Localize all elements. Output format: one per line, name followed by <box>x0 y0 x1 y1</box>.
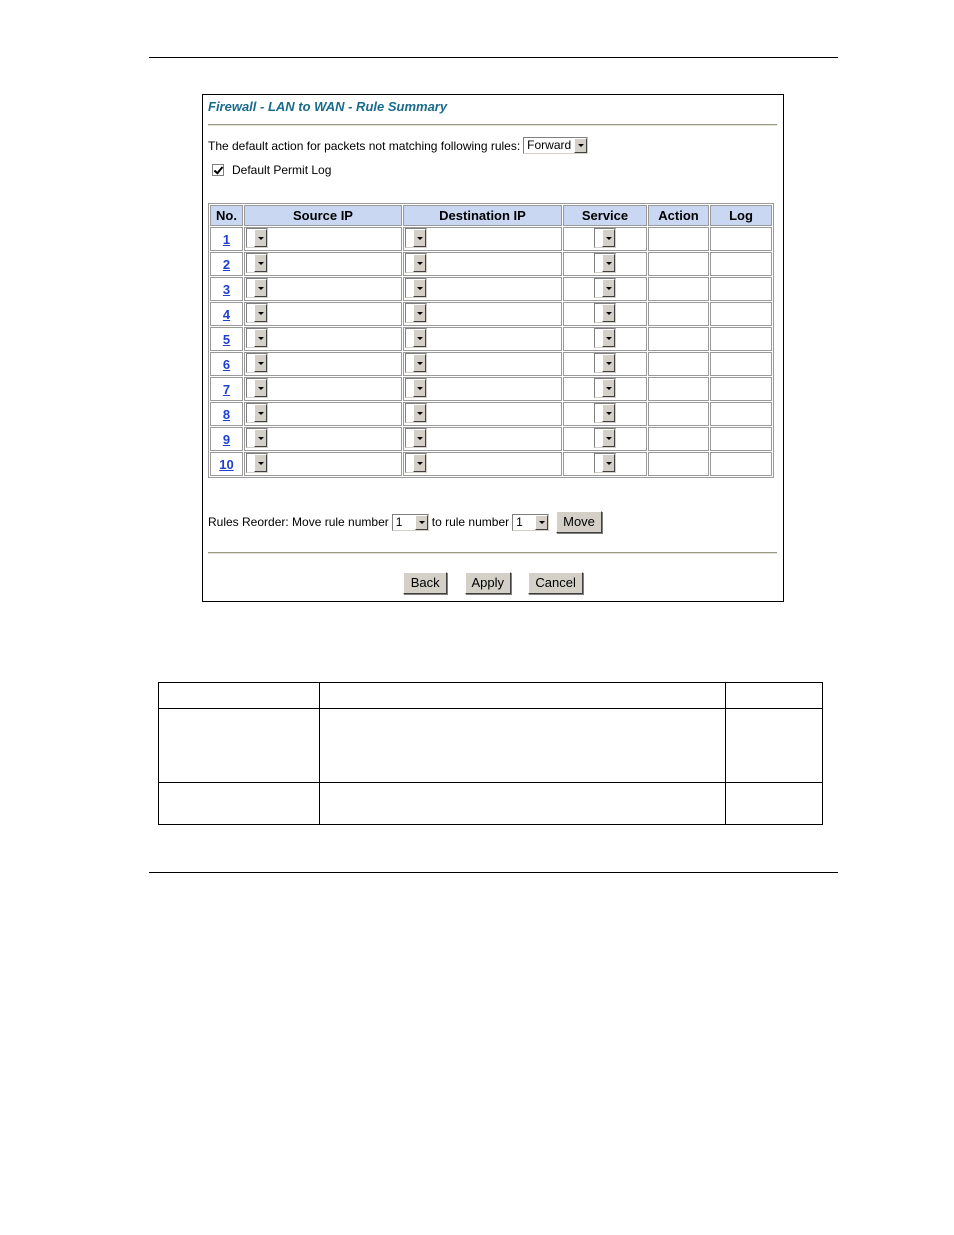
chevron-down-icon[interactable] <box>254 354 267 372</box>
source-ip-select[interactable] <box>246 453 268 473</box>
default-permit-log-checkbox[interactable] <box>212 164 224 176</box>
destination-ip-select[interactable] <box>405 328 427 348</box>
description-table-cell <box>159 783 320 825</box>
default-action-row <box>208 137 588 154</box>
rule-number-cell <box>210 302 243 326</box>
log-cell <box>710 252 772 276</box>
destination-ip-cell <box>403 452 562 476</box>
default-action-label: The default action for packets not matching following rules: <box>208 138 521 153</box>
description-table-cell <box>159 683 320 709</box>
service-cell <box>563 302 647 326</box>
rule-row <box>210 352 772 376</box>
service-cell <box>563 227 647 251</box>
service-cell <box>563 377 647 401</box>
log-cell <box>710 402 772 426</box>
rules-reorder-row <box>208 511 602 533</box>
destination-ip-select[interactable] <box>405 278 427 298</box>
service-cell <box>563 252 647 276</box>
destination-ip-select[interactable] <box>405 228 427 248</box>
action-cell <box>648 227 709 251</box>
log-cell <box>710 352 772 376</box>
move-button[interactable]: Move <box>556 511 602 533</box>
destination-ip-select[interactable] <box>405 303 427 323</box>
chevron-down-icon[interactable] <box>413 229 426 247</box>
chevron-down-icon[interactable] <box>413 329 426 347</box>
service-select[interactable] <box>594 428 616 448</box>
service-select[interactable] <box>594 403 616 423</box>
log-cell <box>710 327 772 351</box>
page-top-rule <box>149 57 838 58</box>
rule-number-cell <box>210 327 243 351</box>
destination-ip-cell <box>403 402 562 426</box>
description-table-header-row <box>159 683 823 709</box>
destination-ip-cell <box>403 377 562 401</box>
cancel-button[interactable]: Cancel <box>528 572 582 594</box>
col-header-source-ip: Source IP <box>244 205 402 226</box>
action-cell <box>648 277 709 301</box>
rule-number-cell <box>210 402 243 426</box>
description-table-cell <box>726 783 823 825</box>
chevron-down-icon[interactable] <box>254 279 267 297</box>
rule-row <box>210 302 772 326</box>
destination-ip-select[interactable] <box>405 453 427 473</box>
chevron-down-icon[interactable] <box>254 229 267 247</box>
page-bottom-rule <box>149 872 838 873</box>
source-ip-select[interactable] <box>246 353 268 373</box>
description-table <box>158 682 823 825</box>
chevron-down-icon[interactable] <box>602 229 615 247</box>
chevron-down-icon[interactable] <box>602 304 615 322</box>
rule-number-link[interactable]: 5 <box>222 331 231 347</box>
col-header-no: No. <box>210 205 243 226</box>
source-ip-cell <box>244 427 402 451</box>
reorder-to-value: 1 <box>516 514 523 529</box>
chevron-down-icon[interactable] <box>254 454 267 472</box>
rule-row <box>210 252 772 276</box>
chevron-down-icon[interactable] <box>602 454 615 472</box>
description-table-cell <box>320 683 726 709</box>
description-table-row <box>159 709 823 783</box>
chevron-down-icon[interactable] <box>413 429 426 447</box>
firewall-rule-summary-panel <box>202 94 784 602</box>
rule-row <box>210 377 772 401</box>
default-permit-log-label: Default Permit Log <box>232 163 332 177</box>
chevron-down-icon[interactable] <box>254 429 267 447</box>
chevron-down-icon[interactable] <box>413 279 426 297</box>
service-select[interactable] <box>594 228 616 248</box>
destination-ip-cell <box>403 427 562 451</box>
chevron-down-icon[interactable] <box>413 379 426 397</box>
rule-number-link[interactable]: 7 <box>222 381 231 397</box>
source-ip-cell <box>244 302 402 326</box>
reorder-label-prefix: Rules Reorder: Move rule number <box>208 515 389 529</box>
chevron-down-icon[interactable] <box>415 515 428 530</box>
source-ip-select[interactable] <box>246 403 268 423</box>
chevron-down-icon[interactable] <box>602 254 615 272</box>
service-select[interactable] <box>594 253 616 273</box>
rule-row <box>210 327 772 351</box>
chevron-down-icon[interactable] <box>602 379 615 397</box>
footer-divider <box>208 552 777 554</box>
chevron-down-icon[interactable] <box>413 454 426 472</box>
source-ip-select[interactable] <box>246 253 268 273</box>
description-table-cell <box>726 709 823 783</box>
service-cell <box>563 427 647 451</box>
description-table-cell <box>159 709 320 783</box>
chevron-down-icon[interactable] <box>254 329 267 347</box>
destination-ip-select[interactable] <box>405 253 427 273</box>
reorder-from-value: 1 <box>395 514 403 529</box>
col-header-log: Log <box>710 205 772 226</box>
description-table-cell <box>320 709 726 783</box>
rule-number-cell <box>210 277 243 301</box>
description-table-cell <box>320 783 726 825</box>
rule-number-link[interactable]: 4 <box>222 306 231 322</box>
rule-number-link[interactable]: 6 <box>222 356 231 372</box>
rule-number-link[interactable]: 10 <box>219 456 234 472</box>
rule-number-cell <box>210 377 243 401</box>
log-cell <box>710 452 772 476</box>
service-cell <box>563 277 647 301</box>
source-ip-select[interactable] <box>246 328 268 348</box>
destination-ip-cell <box>403 327 562 351</box>
rule-row <box>210 427 772 451</box>
action-cell <box>648 452 709 476</box>
default-action-select[interactable] <box>523 137 588 154</box>
default-action-value: Forward <box>527 138 572 152</box>
rule-number-cell <box>210 352 243 376</box>
rule-number-link[interactable]: 2 <box>222 256 231 272</box>
service-select[interactable] <box>594 278 616 298</box>
chevron-down-icon[interactable] <box>413 404 426 422</box>
destination-ip-select[interactable] <box>405 403 427 423</box>
destination-ip-cell <box>403 252 562 276</box>
log-cell <box>710 377 772 401</box>
apply-button[interactable]: Apply <box>465 572 512 594</box>
source-ip-cell <box>244 277 402 301</box>
rules-table-header-row <box>210 205 772 226</box>
chevron-down-icon[interactable] <box>602 354 615 372</box>
log-cell <box>710 427 772 451</box>
back-button[interactable]: Back <box>403 572 447 594</box>
description-table-cell <box>726 683 823 709</box>
action-buttons <box>203 572 783 594</box>
chevron-down-icon[interactable] <box>574 138 587 153</box>
action-cell <box>648 352 709 376</box>
chevron-down-icon[interactable] <box>413 254 426 272</box>
default-permit-log-row <box>212 163 331 177</box>
service-select[interactable] <box>594 453 616 473</box>
rules-table <box>208 203 774 478</box>
log-cell <box>710 227 772 251</box>
source-ip-select[interactable] <box>246 303 268 323</box>
reorder-from-select[interactable] <box>392 514 429 531</box>
chevron-down-icon[interactable] <box>602 279 615 297</box>
panel-title: Firewall - LAN to WAN - Rule Summary <box>208 99 448 114</box>
description-table-row <box>159 783 823 825</box>
destination-ip-cell <box>403 277 562 301</box>
action-cell <box>648 427 709 451</box>
destination-ip-select[interactable] <box>405 428 427 448</box>
chevron-down-icon[interactable] <box>602 429 615 447</box>
service-select[interactable] <box>594 353 616 373</box>
action-cell <box>648 377 709 401</box>
chevron-down-icon[interactable] <box>413 304 426 322</box>
source-ip-cell <box>244 352 402 376</box>
reorder-to-select[interactable] <box>512 514 549 531</box>
service-cell <box>563 402 647 426</box>
source-ip-cell <box>244 377 402 401</box>
log-cell <box>710 302 772 326</box>
source-ip-select[interactable] <box>246 378 268 398</box>
action-cell <box>648 252 709 276</box>
rule-number-link[interactable]: 1 <box>222 231 231 247</box>
rule-row <box>210 402 772 426</box>
destination-ip-cell <box>403 352 562 376</box>
service-cell <box>563 327 647 351</box>
title-divider <box>208 124 777 126</box>
rule-number-link[interactable]: 8 <box>222 406 231 422</box>
destination-ip-select[interactable] <box>405 353 427 373</box>
service-cell <box>563 452 647 476</box>
chevron-down-icon[interactable] <box>254 254 267 272</box>
log-cell <box>710 277 772 301</box>
source-ip-select[interactable] <box>246 228 268 248</box>
action-cell <box>648 402 709 426</box>
rule-row <box>210 227 772 251</box>
chevron-down-icon[interactable] <box>602 329 615 347</box>
rule-number-cell <box>210 252 243 276</box>
source-ip-cell <box>244 327 402 351</box>
source-ip-cell <box>244 227 402 251</box>
chevron-down-icon[interactable] <box>602 404 615 422</box>
service-select[interactable] <box>594 378 616 398</box>
chevron-down-icon[interactable] <box>254 379 267 397</box>
action-cell <box>648 302 709 326</box>
chevron-down-icon[interactable] <box>254 304 267 322</box>
chevron-down-icon[interactable] <box>254 404 267 422</box>
rule-row <box>210 452 772 476</box>
destination-ip-select[interactable] <box>405 378 427 398</box>
rule-number-link[interactable]: 9 <box>222 431 231 447</box>
col-header-action: Action <box>648 205 709 226</box>
service-select[interactable] <box>594 328 616 348</box>
service-cell <box>563 352 647 376</box>
destination-ip-cell <box>403 302 562 326</box>
rule-number-link[interactable]: 3 <box>222 281 231 297</box>
action-cell <box>648 327 709 351</box>
source-ip-select[interactable] <box>246 428 268 448</box>
chevron-down-icon[interactable] <box>413 354 426 372</box>
col-header-destination-ip: Destination IP <box>403 205 562 226</box>
destination-ip-cell <box>403 227 562 251</box>
service-select[interactable] <box>594 303 616 323</box>
rule-number-cell <box>210 227 243 251</box>
rule-row <box>210 277 772 301</box>
source-ip-cell <box>244 402 402 426</box>
col-header-service: Service <box>563 205 647 226</box>
source-ip-cell <box>244 252 402 276</box>
rule-number-cell <box>210 427 243 451</box>
source-ip-select[interactable] <box>246 278 268 298</box>
reorder-label-middle: to rule number <box>431 515 510 529</box>
rule-number-cell <box>210 452 243 476</box>
chevron-down-icon[interactable] <box>535 515 548 530</box>
source-ip-cell <box>244 452 402 476</box>
